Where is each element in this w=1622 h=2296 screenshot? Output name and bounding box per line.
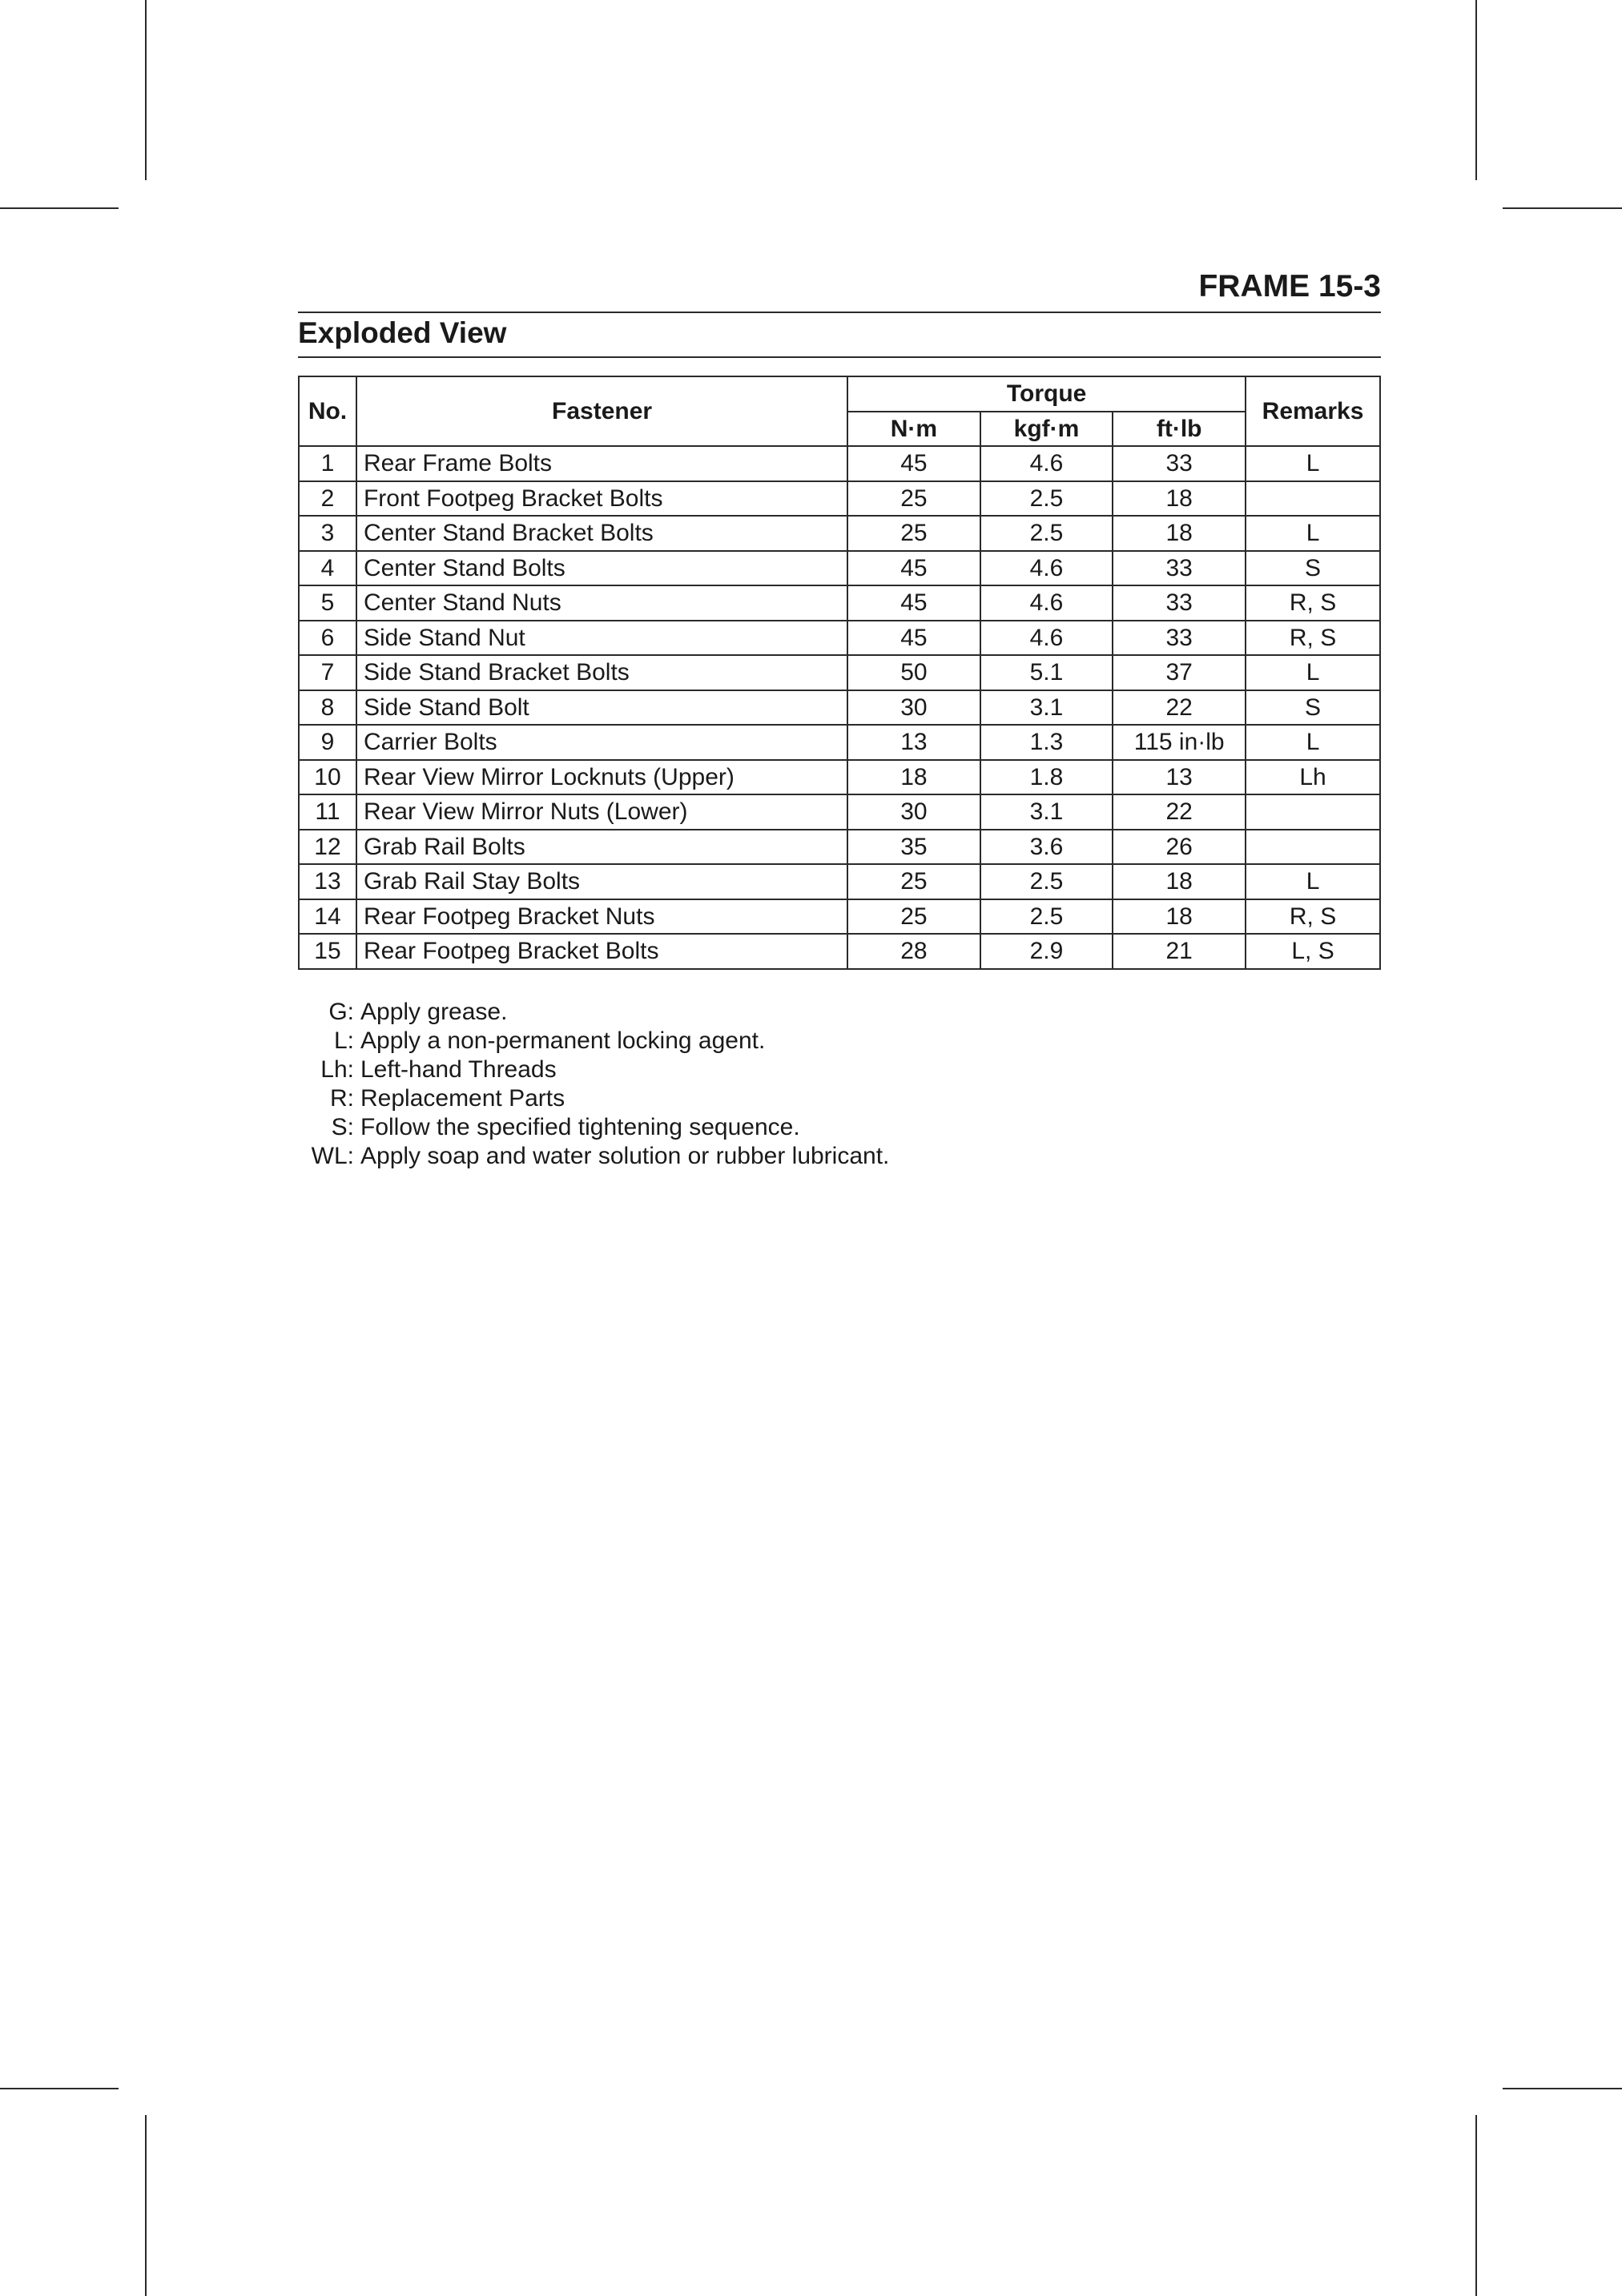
cell-torque-nm: 50 (847, 655, 980, 690)
header-unit-kgfm: kgf·m (980, 412, 1113, 447)
header-torque: Torque (847, 376, 1246, 412)
cell-no: 12 (299, 830, 356, 865)
cell-fastener: Rear Footpeg Bracket Nuts (356, 899, 847, 935)
page-header (298, 264, 1381, 312)
header-unit-ftlb: ft·lb (1113, 412, 1246, 447)
cell-torque-nm: 25 (847, 864, 980, 899)
legend-code: L: (333, 1027, 354, 1054)
cell-torque-ftlb: 18 (1113, 899, 1246, 935)
cell-torque-ftlb: 33 (1113, 551, 1246, 586)
cell-torque-ftlb: 26 (1113, 830, 1246, 865)
cell-remarks (1246, 830, 1380, 865)
table-row (299, 794, 1380, 830)
cell-torque-nm: 45 (847, 585, 980, 621)
table-row (299, 899, 1380, 935)
table-row (299, 725, 1380, 760)
cell-torque-kgfm: 4.6 (980, 585, 1113, 621)
header-remarks: Remarks (1246, 376, 1380, 446)
cell-torque-kgfm: 4.6 (980, 551, 1113, 586)
cell-no: 1 (299, 446, 356, 481)
legend-code: Lh: (320, 1056, 354, 1083)
cell-torque-nm: 18 (847, 760, 980, 795)
header-no: No. (299, 376, 356, 446)
crop-mark (1475, 0, 1477, 180)
header-fastener: Fastener (356, 376, 847, 446)
cell-torque-ftlb: 18 (1113, 864, 1246, 899)
cell-torque-ftlb: 33 (1113, 621, 1246, 656)
cell-torque-ftlb: 18 (1113, 481, 1246, 517)
cell-no: 14 (299, 899, 356, 935)
table-row (299, 864, 1380, 899)
cell-torque-nm: 30 (847, 794, 980, 830)
running-head: FRAME 15-3 (1198, 269, 1381, 304)
cell-torque-ftlb: 115 in·lb (1113, 725, 1246, 760)
table-row (299, 516, 1380, 551)
section-title: Exploded View (298, 316, 507, 349)
section-rule (298, 356, 1381, 358)
cell-torque-kgfm: 3.1 (980, 794, 1113, 830)
cell-remarks: R, S (1246, 621, 1380, 656)
cell-remarks: R, S (1246, 899, 1380, 935)
legend-item (298, 998, 889, 1027)
legend-code: R: (330, 1085, 354, 1112)
cell-remarks (1246, 794, 1380, 830)
table-row (299, 655, 1380, 690)
cell-no: 6 (299, 621, 356, 656)
legend-item (298, 1027, 889, 1056)
cell-fastener: Side Stand Bolt (356, 690, 847, 726)
cell-torque-nm: 45 (847, 446, 980, 481)
legend-code: WL: (311, 1143, 354, 1169)
cell-torque-nm: 25 (847, 481, 980, 517)
cell-fastener: Front Footpeg Bracket Bolts (356, 481, 847, 517)
crop-mark (1503, 2088, 1622, 2089)
table-body (299, 446, 1380, 969)
cell-remarks: S (1246, 690, 1380, 726)
cell-torque-kgfm: 2.5 (980, 481, 1113, 517)
torque-table (298, 376, 1381, 970)
cell-torque-ftlb: 18 (1113, 516, 1246, 551)
cell-torque-kgfm: 2.5 (980, 899, 1113, 935)
cell-torque-kgfm: 5.1 (980, 655, 1113, 690)
cell-torque-ftlb: 37 (1113, 655, 1246, 690)
cell-torque-nm: 30 (847, 690, 980, 726)
legend-item (298, 1142, 889, 1171)
cell-torque-ftlb: 21 (1113, 934, 1246, 969)
cell-torque-nm: 13 (847, 725, 980, 760)
crop-mark (1475, 2115, 1477, 2296)
cell-no: 8 (299, 690, 356, 726)
cell-torque-kgfm: 4.6 (980, 621, 1113, 656)
cell-remarks: L, S (1246, 934, 1380, 969)
table-row (299, 934, 1380, 969)
cell-no: 10 (299, 760, 356, 795)
table-row (299, 585, 1380, 621)
cell-torque-kgfm: 4.6 (980, 446, 1113, 481)
legend-text: Apply a non-permanent locking agent. (360, 1027, 766, 1054)
cell-no: 5 (299, 585, 356, 621)
legend-code: G: (328, 999, 354, 1025)
cell-torque-kgfm: 2.5 (980, 864, 1113, 899)
cell-fastener: Rear Footpeg Bracket Bolts (356, 934, 847, 969)
cell-remarks: L (1246, 655, 1380, 690)
cell-no: 13 (299, 864, 356, 899)
cell-remarks: S (1246, 551, 1380, 586)
cell-fastener: Center Stand Bolts (356, 551, 847, 586)
cell-remarks: L (1246, 446, 1380, 481)
cell-torque-kgfm: 3.6 (980, 830, 1113, 865)
cell-remarks (1246, 481, 1380, 517)
cell-no: 2 (299, 481, 356, 517)
table-row (299, 446, 1380, 481)
cell-torque-ftlb: 22 (1113, 794, 1246, 830)
cell-torque-kgfm: 2.5 (980, 516, 1113, 551)
cell-fastener: Side Stand Bracket Bolts (356, 655, 847, 690)
crop-mark (1503, 207, 1622, 209)
table-row (299, 551, 1380, 586)
table-row (299, 760, 1380, 795)
cell-remarks: Lh (1246, 760, 1380, 795)
table-row (299, 690, 1380, 726)
legend-text: Apply grease. (360, 999, 508, 1025)
crop-mark (0, 2088, 119, 2089)
cell-fastener: Rear Frame Bolts (356, 446, 847, 481)
cell-no: 15 (299, 934, 356, 969)
cell-no: 11 (299, 794, 356, 830)
cell-fastener: Rear View Mirror Nuts (Lower) (356, 794, 847, 830)
cell-torque-nm: 25 (847, 899, 980, 935)
cell-torque-nm: 45 (847, 551, 980, 586)
legend-text: Left-hand Threads (360, 1056, 557, 1083)
cell-remarks: R, S (1246, 585, 1380, 621)
cell-no: 7 (299, 655, 356, 690)
cell-fastener: Side Stand Nut (356, 621, 847, 656)
table-row (299, 830, 1380, 865)
cell-torque-nm: 28 (847, 934, 980, 969)
legend-item (298, 1084, 889, 1113)
cell-torque-kgfm: 1.8 (980, 760, 1113, 795)
cell-torque-kgfm: 1.3 (980, 725, 1113, 760)
cell-fastener: Grab Rail Bolts (356, 830, 847, 865)
header-unit-nm: N·m (847, 412, 980, 447)
crop-mark (0, 207, 119, 209)
cell-torque-ftlb: 33 (1113, 585, 1246, 621)
cell-torque-ftlb: 33 (1113, 446, 1246, 481)
legend-code: S: (331, 1114, 354, 1140)
cell-fastener: Center Stand Bracket Bolts (356, 516, 847, 551)
cell-remarks: L (1246, 725, 1380, 760)
cell-fastener: Carrier Bolts (356, 725, 847, 760)
cell-torque-ftlb: 22 (1113, 690, 1246, 726)
table-row (299, 481, 1380, 517)
legend-item (298, 1056, 889, 1084)
legend-text: Replacement Parts (360, 1085, 565, 1112)
cell-torque-ftlb: 13 (1113, 760, 1246, 795)
legend-text: Apply soap and water solution or rubber lubricant. (360, 1143, 890, 1169)
cell-no: 9 (299, 725, 356, 760)
cell-torque-nm: 25 (847, 516, 980, 551)
cell-fastener: Center Stand Nuts (356, 585, 847, 621)
crop-mark (145, 2115, 147, 2296)
cell-torque-kgfm: 2.9 (980, 934, 1113, 969)
legend-item (298, 1113, 889, 1142)
cell-remarks: L (1246, 516, 1380, 551)
table-row (299, 621, 1380, 656)
cell-torque-nm: 45 (847, 621, 980, 656)
cell-remarks: L (1246, 864, 1380, 899)
remarks-legend (298, 998, 889, 1171)
crop-mark (145, 0, 147, 180)
cell-torque-kgfm: 3.1 (980, 690, 1113, 726)
cell-fastener: Rear View Mirror Locknuts (Upper) (356, 760, 847, 795)
cell-fastener: Grab Rail Stay Bolts (356, 864, 847, 899)
cell-torque-nm: 35 (847, 830, 980, 865)
cell-no: 3 (299, 516, 356, 551)
cell-no: 4 (299, 551, 356, 586)
legend-text: Follow the specified tightening sequence. (360, 1114, 800, 1140)
